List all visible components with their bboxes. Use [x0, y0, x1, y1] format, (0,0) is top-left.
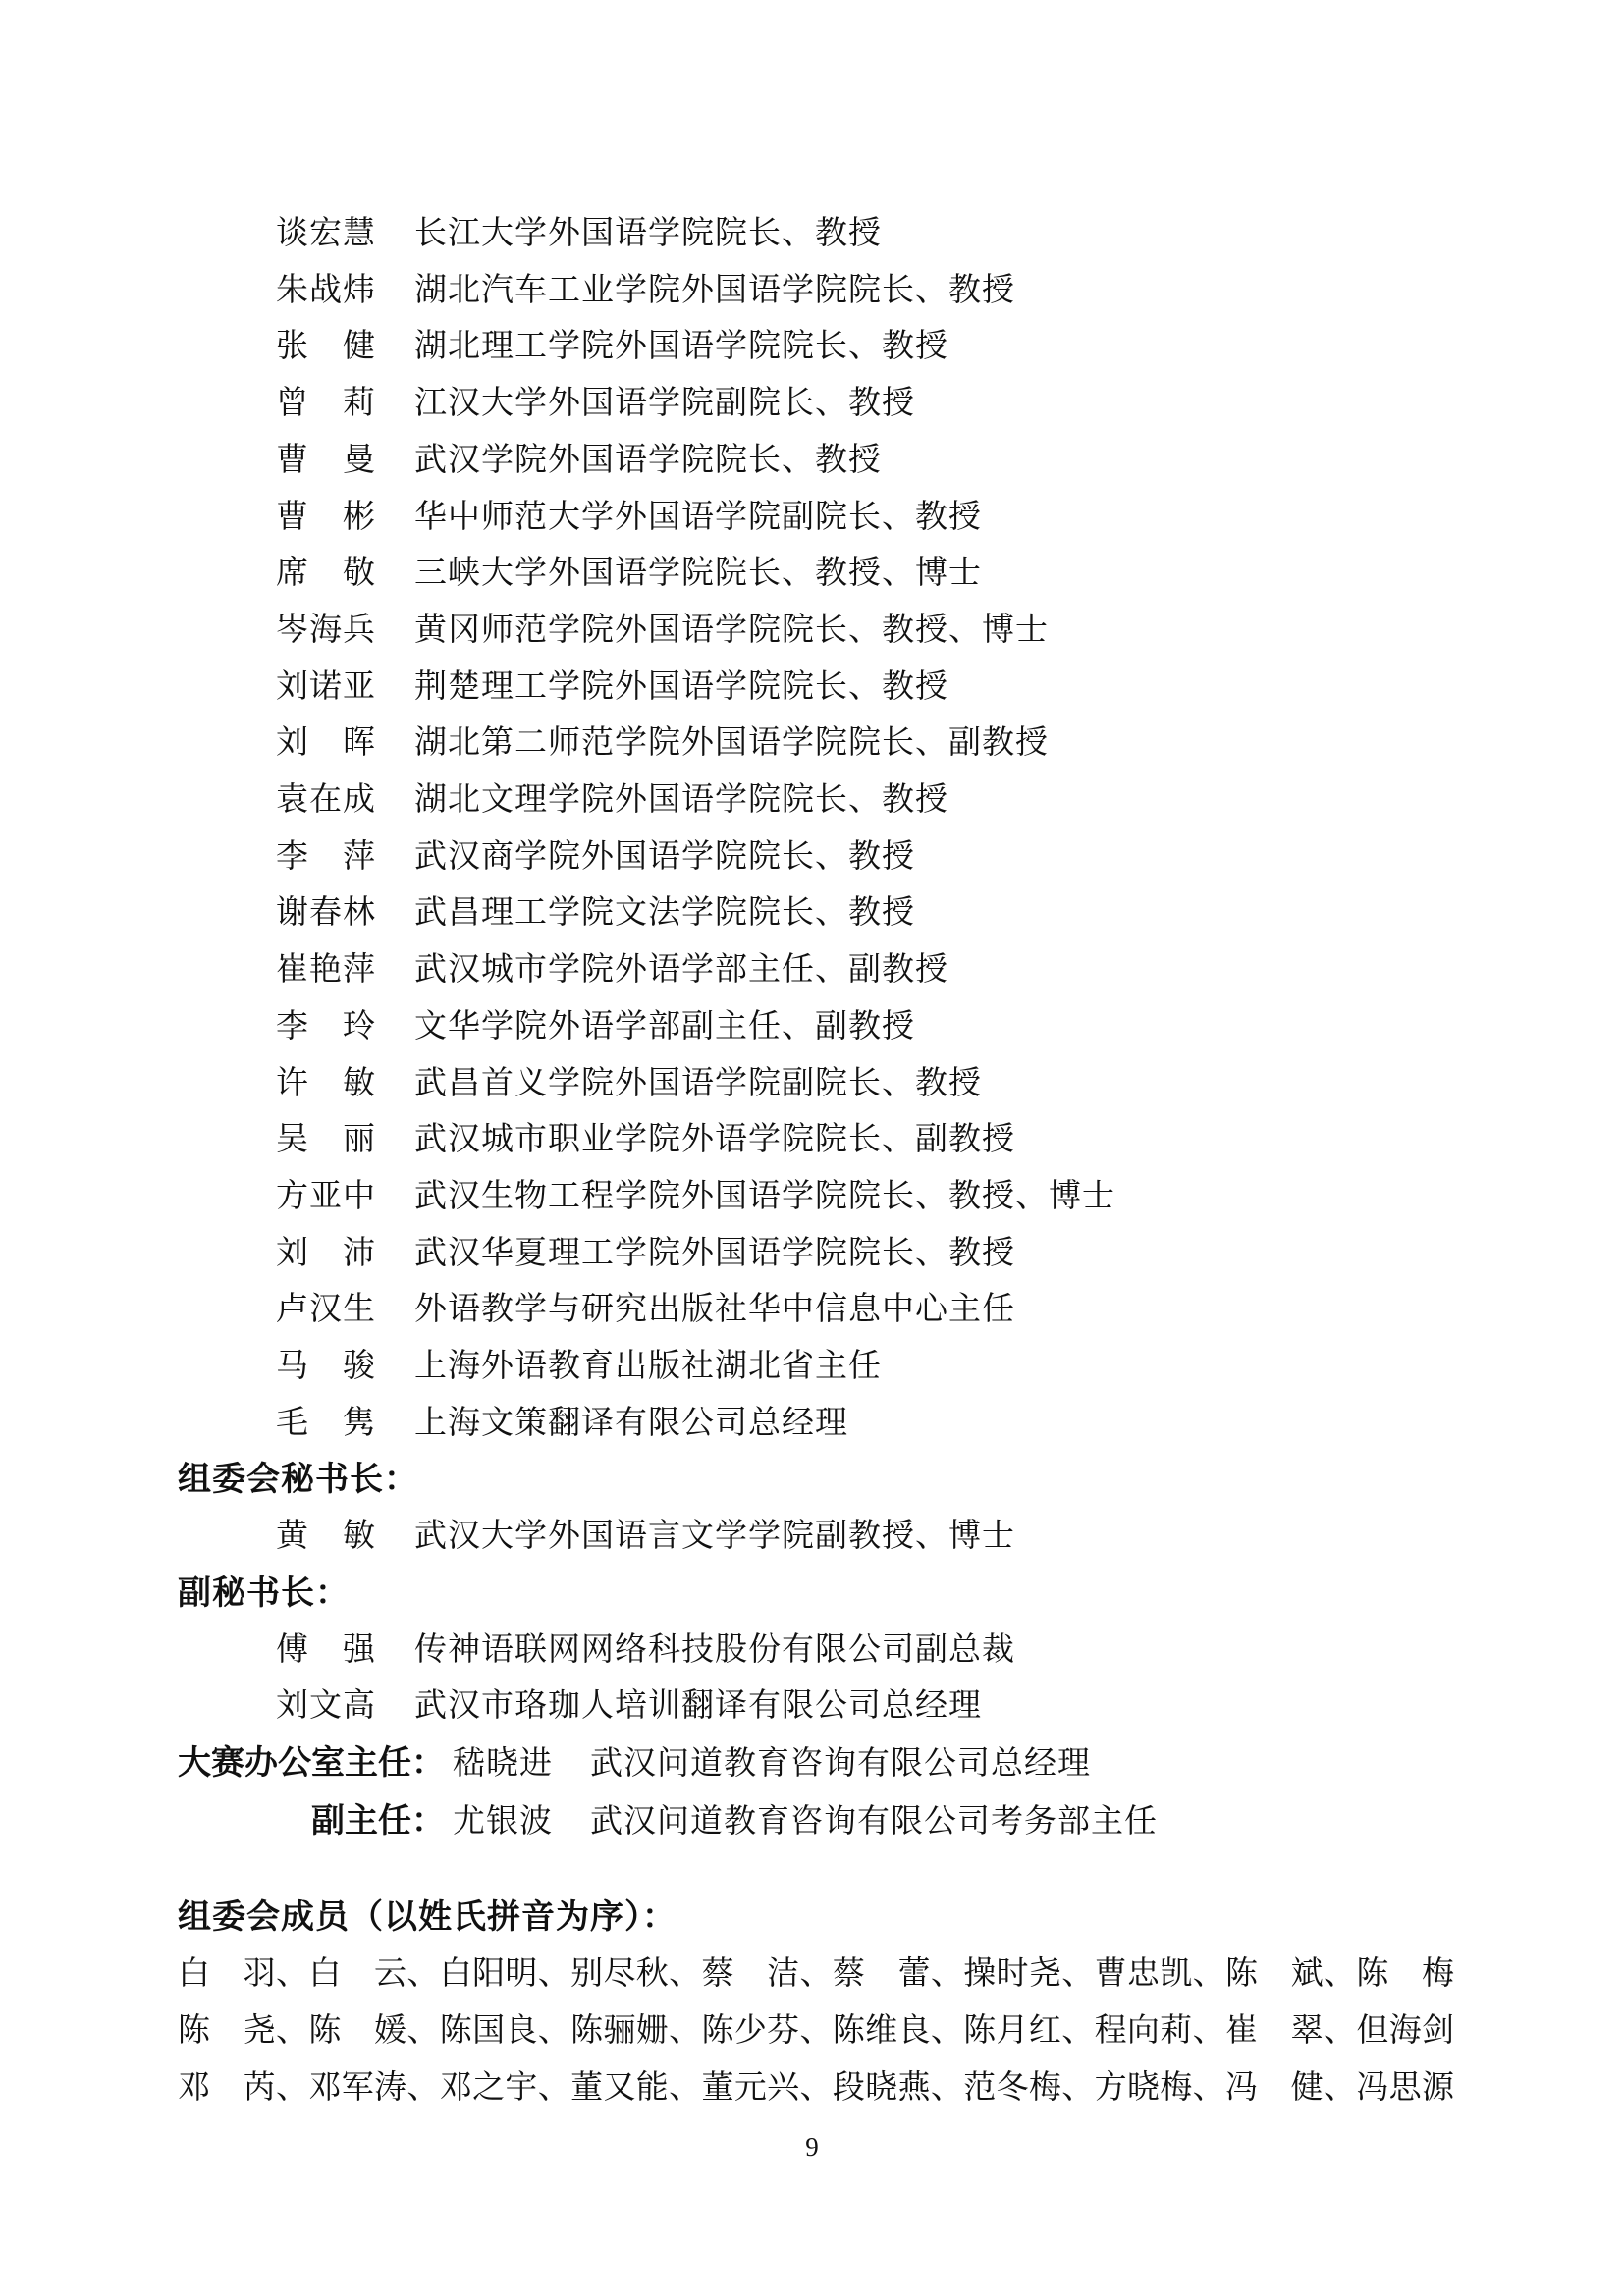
office-role-label: 副主任：: [311, 1801, 445, 1840]
person-title: 湖北汽车工业学院外国语学院院长、教授: [414, 272, 1015, 308]
person-name: 李 萍: [276, 838, 376, 875]
members-list-line: 邓 芮、邓军涛、邓之宇、董又能、董元兴、段晓燕、范冬梅、方晓梅、冯 健、冯思源: [178, 2069, 1454, 2106]
person-title: 武汉学院外国语学院院长、教授: [414, 442, 882, 478]
person-title: 武汉华夏理工学院外国语学院院长、教授: [414, 1235, 1015, 1271]
roster-row: [0, 1169, 1624, 1226]
secretary-general-roster: [0, 1509, 1624, 1566]
roster-row: [0, 1679, 1624, 1735]
person-name: 谈宏慧: [276, 216, 376, 251]
person-title: 湖北文理学院外国语学院院长、教授: [414, 782, 948, 819]
person-name: 傅 强: [276, 1631, 376, 1668]
roster-row: [0, 773, 1624, 829]
person-name: 嵇晓进: [453, 1745, 553, 1782]
person-title: 武汉城市学院外语学部主任、副教授: [414, 952, 948, 988]
person-title: 武汉市珞珈人培训翻译有限公司总经理: [414, 1688, 982, 1725]
person-name: 卢汉生: [276, 1292, 376, 1328]
roster-row: [0, 942, 1624, 999]
person-name: 李 玲: [276, 1008, 376, 1044]
person-name: 朱战炜: [276, 272, 376, 308]
person-title: 三峡大学外国语学院院长、教授、博士: [414, 556, 982, 592]
person-name: 袁在成: [276, 782, 376, 819]
person-title: 外语教学与研究出版社华中信息中心主任: [414, 1292, 1015, 1328]
person-name: 黄 敏: [276, 1519, 376, 1555]
members-heading: 组委会成员（以姓氏拼音为序）：: [178, 1898, 677, 1937]
deputy-secretary-general-heading: 副秘书长：: [178, 1574, 350, 1612]
deputy-secretary-roster: [0, 1623, 1624, 1735]
person-name: 刘诺亚: [276, 668, 376, 705]
office-row: [0, 1793, 1624, 1851]
person-title: 上海文策翻译有限公司总经理: [414, 1405, 848, 1441]
secretary-general-heading: 组委会秘书长：: [178, 1461, 418, 1499]
person-title: 传神语联网网络科技股份有限公司副总裁: [414, 1631, 1015, 1668]
roster-row: [0, 1226, 1624, 1283]
person-title: 武汉问道教育咨询有限公司总经理: [590, 1745, 1091, 1782]
members-list-line: 陈 尧、陈 媛、陈国良、陈骊姗、陈少芬、陈维良、陈月红、程向莉、崔 翠、但海剑: [178, 2012, 1454, 2049]
roster-row: [0, 603, 1624, 660]
roster-row: [0, 1056, 1624, 1113]
person-title: 湖北第二师范学院外国语学院院长、副教授: [414, 725, 1049, 762]
roster-row: [0, 1509, 1624, 1566]
roster-row: [0, 263, 1624, 320]
roster-row: [0, 206, 1624, 263]
person-name: 岑海兵: [276, 612, 376, 648]
person-name: 席 敬: [276, 556, 376, 592]
person-title: 上海外语教育出版社湖北省主任: [414, 1349, 882, 1385]
person-title: 武昌首义学院外国语学院副院长、教授: [414, 1065, 982, 1101]
person-title: 武汉生物工程学院外国语学院院长、教授、博士: [414, 1178, 1115, 1214]
organizing-committee-roster: [0, 206, 1624, 1452]
roster-row: [0, 829, 1624, 886]
roster-row: [0, 716, 1624, 773]
roster-row: [0, 1396, 1624, 1453]
person-name: 刘 晖: [276, 725, 376, 762]
members-list: [0, 1947, 1624, 2116]
roster-row: [0, 546, 1624, 603]
person-name: 谢春林: [276, 895, 376, 932]
person-name: 刘 沛: [276, 1235, 376, 1271]
person-title: 武汉大学外国语言文学学院副教授、博士: [414, 1519, 1015, 1555]
person-title: 武汉问道教育咨询有限公司考务部主任: [590, 1803, 1158, 1840]
person-name: 吴 丽: [276, 1122, 376, 1158]
person-title: 华中师范大学外国语学院副院长、教授: [414, 499, 982, 535]
page-number: 9: [805, 2132, 819, 2162]
roster-row: [0, 1339, 1624, 1396]
person-title: 武汉城市职业学院外语学院院长、副教授: [414, 1122, 1015, 1158]
person-name: 刘文高: [276, 1688, 376, 1725]
roster-row: [0, 319, 1624, 376]
roster-row: [0, 490, 1624, 547]
office-role-label: 大赛办公室主任：: [178, 1743, 445, 1782]
person-name: 崔艳萍: [276, 952, 376, 988]
office-row: [0, 1735, 1624, 1793]
person-name: 马 骏: [276, 1349, 376, 1385]
person-title: 江汉大学外国语学院副院长、教授: [414, 386, 915, 422]
roster-row: [0, 885, 1624, 942]
roster-row: [0, 999, 1624, 1056]
competition-office-roster: [0, 1735, 1624, 1850]
person-name: 张 健: [276, 329, 376, 365]
roster-row: [0, 660, 1624, 717]
roster-row: [0, 376, 1624, 433]
roster-row: [0, 433, 1624, 490]
person-name: 曹 曼: [276, 442, 376, 478]
person-name: 方亚中: [276, 1178, 376, 1214]
person-title: 文华学院外语学部副主任、副教授: [414, 1008, 915, 1044]
person-name: 尤银波: [453, 1803, 553, 1840]
person-name: 毛 隽: [276, 1405, 376, 1441]
person-name: 曹 彬: [276, 499, 376, 535]
person-title: 荆楚理工学院外国语学院院长、教授: [414, 668, 948, 705]
person-name: 许 敏: [276, 1065, 376, 1101]
roster-row: [0, 1282, 1624, 1339]
person-title: 湖北理工学院外国语学院院长、教授: [414, 329, 948, 365]
roster-row: [0, 1112, 1624, 1169]
person-name: 曾 莉: [276, 386, 376, 422]
person-title: 武昌理工学院文法学院院长、教授: [414, 895, 915, 932]
roster-row: [0, 1623, 1624, 1680]
person-title: 长江大学外国语学院院长、教授: [414, 216, 882, 251]
person-title: 武汉商学院外国语学院院长、教授: [414, 838, 915, 875]
person-title: 黄冈师范学院外国语学院院长、教授、博士: [414, 612, 1049, 648]
members-list-line: 白 羽、白 云、白阳明、别尽秋、蔡 洁、蔡 蕾、操时尧、曹忠凯、陈 斌、陈 梅: [178, 1956, 1454, 1993]
